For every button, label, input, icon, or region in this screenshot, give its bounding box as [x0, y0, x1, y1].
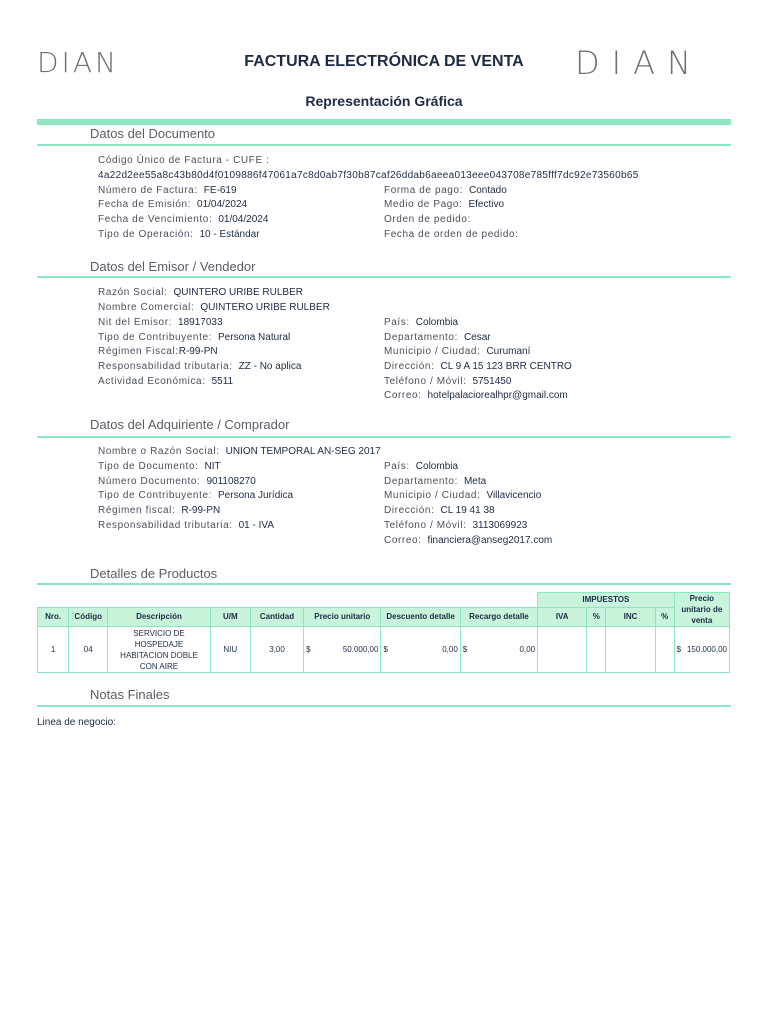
section-divider	[37, 119, 731, 125]
page-subtitle: Representación Gráfica	[305, 93, 463, 109]
cell-recargo: $ 0,00	[460, 627, 537, 673]
field-correo: Correo: hotelpalaciorealhpr@gmail.com	[384, 390, 568, 401]
section-title-adquiriente: Datos del Adquiriente / Comprador	[90, 417, 290, 432]
field-direccion: Dirección: CL 9 A 15 123 BRR CENTRO	[384, 361, 572, 372]
table-header-row	[38, 607, 730, 626]
section-title-notas: Notas Finales	[90, 687, 170, 702]
header-nro: Nro.	[38, 607, 69, 626]
header-codigo: Código	[69, 607, 108, 626]
cell-iva-pct	[587, 627, 606, 673]
field-pais: País: Colombia	[384, 317, 459, 328]
section-title-emisor: Datos del Emisor / Vendedor	[90, 259, 256, 274]
field-fecha-vencimiento: Fecha de Vencimiento: 01/04/2024	[98, 214, 269, 225]
cell-precio-unitario: $ 50.000,00	[304, 627, 381, 673]
cell-um: NIU	[210, 627, 250, 673]
table-header-spacer	[38, 593, 538, 608]
field-tipo-contribuyente: Tipo de Contribuyente: Persona Jurídica	[98, 490, 294, 501]
cell-iva	[538, 627, 587, 673]
cell-precio-venta: $ 150.000,00	[674, 627, 729, 673]
field-responsabilidad-tributaria: Responsabilidad tributaria: 01 - IVA	[98, 520, 274, 531]
products-table	[37, 592, 730, 673]
field-nombre-razon-social: Nombre o Razón Social: UNION TEMPORAL AN-SEG 2017	[98, 446, 381, 457]
field-orden-pedido: Orden de pedido:	[384, 214, 471, 225]
field-responsabilidad-tributaria: Responsabilidad tributaria: ZZ - No aplica	[98, 361, 302, 372]
header-iva: IVA	[538, 607, 587, 626]
header-recargo: Recargo detalle	[460, 607, 537, 626]
page-title: FACTURA ELECTRÓNICA DE VENTA	[244, 53, 524, 70]
cell-cantidad: 3,00	[250, 627, 303, 673]
section-title-productos: Detalles de Productos	[90, 566, 218, 581]
header-um: U/M	[210, 607, 250, 626]
field-actividad-economica: Actividad Económica: 5511	[98, 376, 234, 387]
cufe-value: 4a22d2ee55a8c43b80d4f0109886f47061a7c8d0ab7f30b87caf26ddab6aeea013eee043708e785fff7dc92e73560b65	[98, 170, 639, 181]
header-iva-pct: %	[587, 607, 606, 626]
header-precio-venta: Precio unitario de venta	[674, 593, 729, 627]
field-nombre-comercial: Nombre Comercial: QUINTERO URIBE RULBER	[98, 302, 330, 313]
cell-descripcion: SERVICIO DE HOSPEDAJE HABITACION DOBLE CON AIRE	[108, 627, 210, 673]
section-title-documento: Datos del Documento	[90, 126, 216, 141]
dian-logo-right: DIAN	[575, 44, 703, 82]
field-pais: País: Colombia	[384, 461, 459, 472]
field-nit-emisor: Nit del Emisor: 18917033	[98, 317, 223, 328]
header-impuestos: IMPUESTOS	[538, 593, 675, 608]
field-departamento: Departamento: Meta	[384, 476, 487, 487]
header-precio-unitario: Precio unitario	[304, 607, 381, 626]
table-header-row-top	[38, 593, 730, 608]
section-divider	[37, 144, 731, 146]
field-tipo-operacion: Tipo de Operación: 10 - Estándar	[98, 229, 260, 240]
header-descripcion: Descripción	[108, 607, 210, 626]
cell-descuento: $ 0,00	[381, 627, 460, 673]
linea-negocio-label: Linea de negocio:	[37, 717, 116, 728]
field-telefono: Teléfono / Móvil: 5751450	[384, 376, 512, 387]
field-fecha-emision: Fecha de Emisión: 01/04/2024	[98, 199, 248, 210]
cell-inc	[606, 627, 655, 673]
field-direccion: Dirección: CL 19 41 38	[384, 505, 495, 516]
header-inc: INC	[606, 607, 655, 626]
field-medio-pago: Medio de Pago: Efectivo	[384, 199, 505, 210]
cufe-label: Código Único de Factura - CUFE :	[98, 155, 270, 166]
field-tipo-contribuyente: Tipo de Contribuyente: Persona Natural	[98, 332, 291, 343]
field-municipio: Municipio / Ciudad: Curumaní	[384, 346, 531, 357]
field-correo: Correo: financiera@anseg2017.com	[384, 535, 553, 546]
field-municipio: Municipio / Ciudad: Villavicencio	[384, 490, 542, 501]
field-regimen-fiscal: Régimen Fiscal:R-99-PN	[98, 346, 218, 357]
field-telefono: Teléfono / Móvil: 3113069923	[384, 520, 528, 531]
field-tipo-documento: Tipo de Documento: NIT	[98, 461, 221, 472]
header-inc-pct: %	[655, 607, 674, 626]
field-numero-documento: Número Documento: 901108270	[98, 476, 256, 487]
section-divider	[37, 583, 731, 585]
dian-logo-left: DIAN	[37, 46, 119, 79]
section-divider	[37, 705, 731, 707]
field-departamento: Departamento: Cesar	[384, 332, 491, 343]
section-divider	[37, 436, 731, 438]
section-divider	[37, 276, 731, 278]
field-fecha-orden-pedido: Fecha de orden de pedido:	[384, 229, 519, 240]
cell-inc-pct	[655, 627, 674, 673]
header-descuento: Descuento detalle	[381, 607, 460, 626]
cell-codigo: 04	[69, 627, 108, 673]
field-forma-pago: Forma de pago: Contado	[384, 185, 507, 196]
field-razon-social: Razón Social: QUINTERO URIBE RULBER	[98, 287, 303, 298]
table-row	[38, 627, 730, 673]
field-regimen-fiscal: Régimen fiscal: R-99-PN	[98, 505, 221, 516]
header-cantidad: Cantidad	[250, 607, 303, 626]
field-numero-factura: Número de Factura: FE-619	[98, 185, 237, 196]
cell-nro: 1	[38, 627, 69, 673]
